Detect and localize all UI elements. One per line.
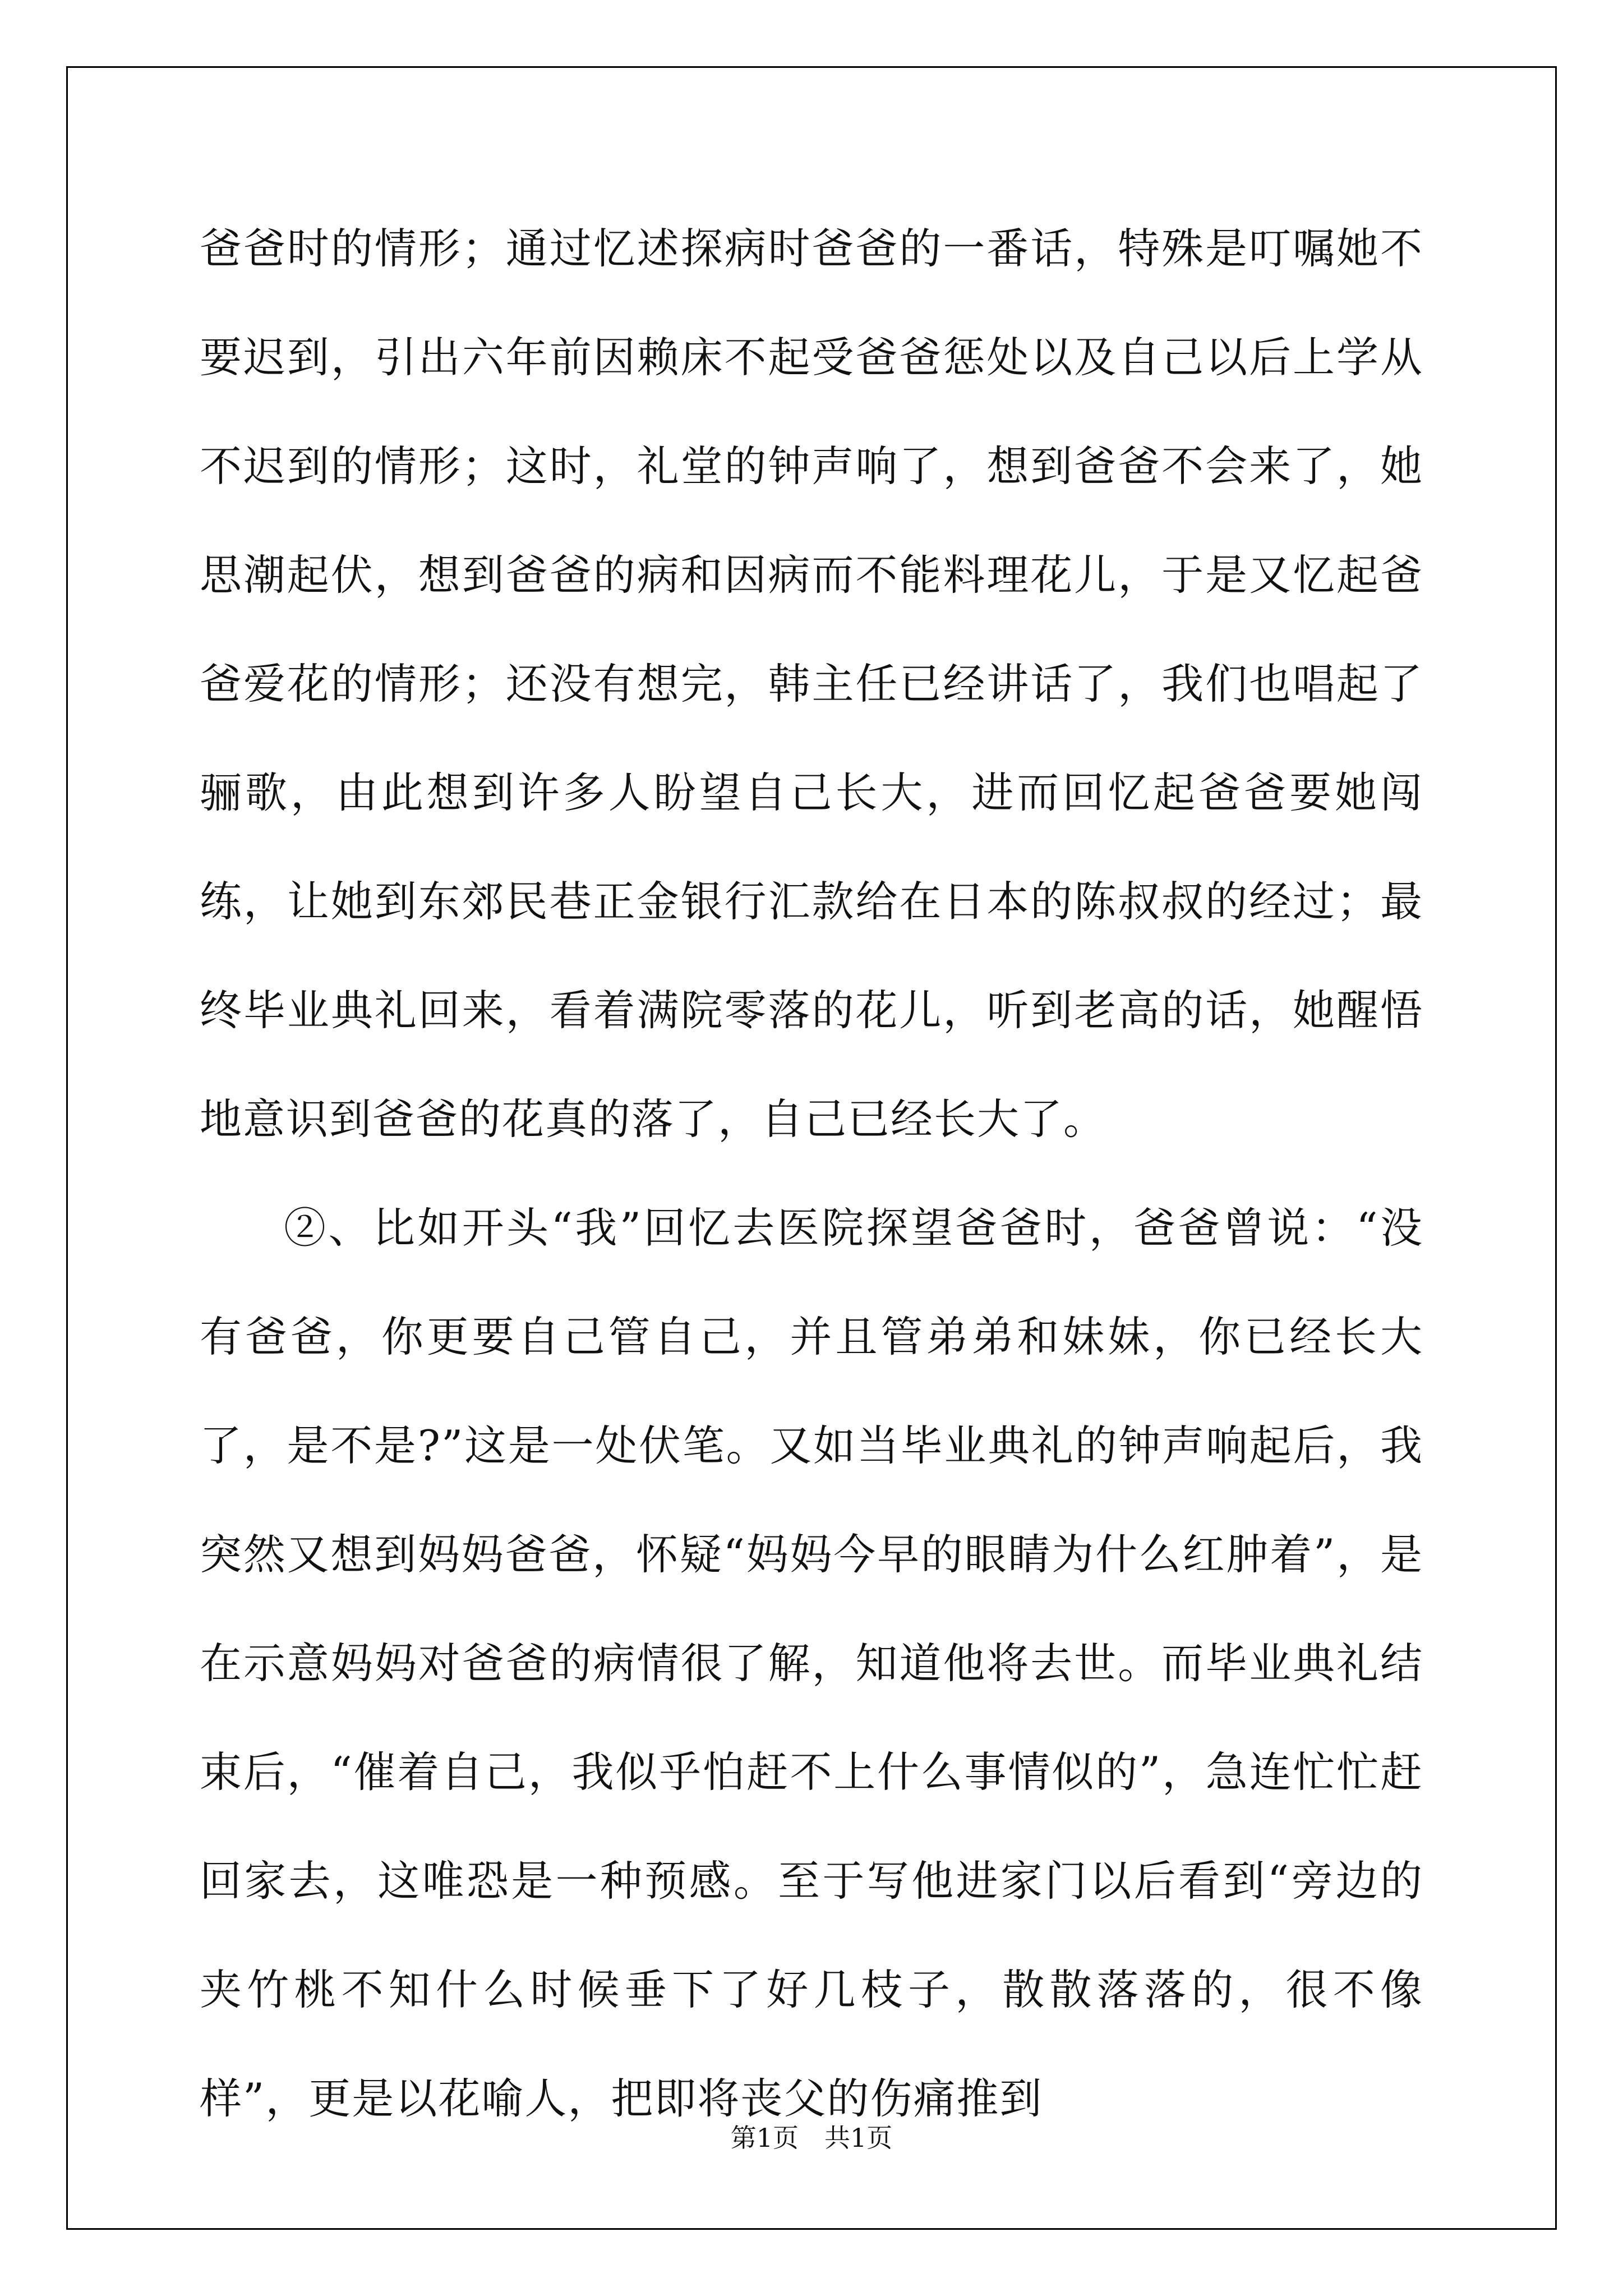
document-body	[200, 194, 1423, 2153]
page-footer: 第1页 共1页	[730, 2123, 893, 2153]
paragraph-1: 爸爸时的情形；通过忆述探病时爸爸的一番话，特殊是叮嘱她不要迟到，引出六年前因赖床不起受爸爸惩处以及自己以后上学从不迟到的情形；这时，礼堂的钟声响了，想到爸爸不会来了，她思潮起伏，想到爸爸的病和因病而不能料理花儿，于是又忆起爸爸爱花的情形；还没有想完，韩主任已经讲话了，我们也唱起了骊歌，由此想到许多人盼望自己长大，进而回忆起爸爸要她闯练，让她到东郊民巷正金银行汇款给在日本的陈叔叔的经过；最终毕业典礼回来，看着满院零落的花儿，听到老高的话，她醒悟地意识到爸爸的花真的落了，自己已经长大了。	[200, 224, 1423, 1144]
paragraph-2: ②、比如开头“我”回忆去医院探望爸爸时，爸爸曾说：“没有爸爸，你更要自己管自己，并且管弟弟和妹妹，你已经长大了，是不是?”这是一处伏笔。又如当毕业典礼的钟声响起后，我突然又想到妈妈爸爸，怀疑“妈妈今早的眼睛为什么红肿着”，是在示意妈妈对爸爸的病情很了解，知道他将去世。而毕业典礼结束后，“催着自己，我似乎怕赶不上什么事情似的”，急连忙忙赶回家去，这唯恐是一种预感。至于写他进家门以后看到“旁边的夹竹桃不知什么时候垂下了好几枝子，散散落落的，很不像样”，更是以花喻人，把即将丧父的伤痛推到	[200, 1203, 1423, 2123]
